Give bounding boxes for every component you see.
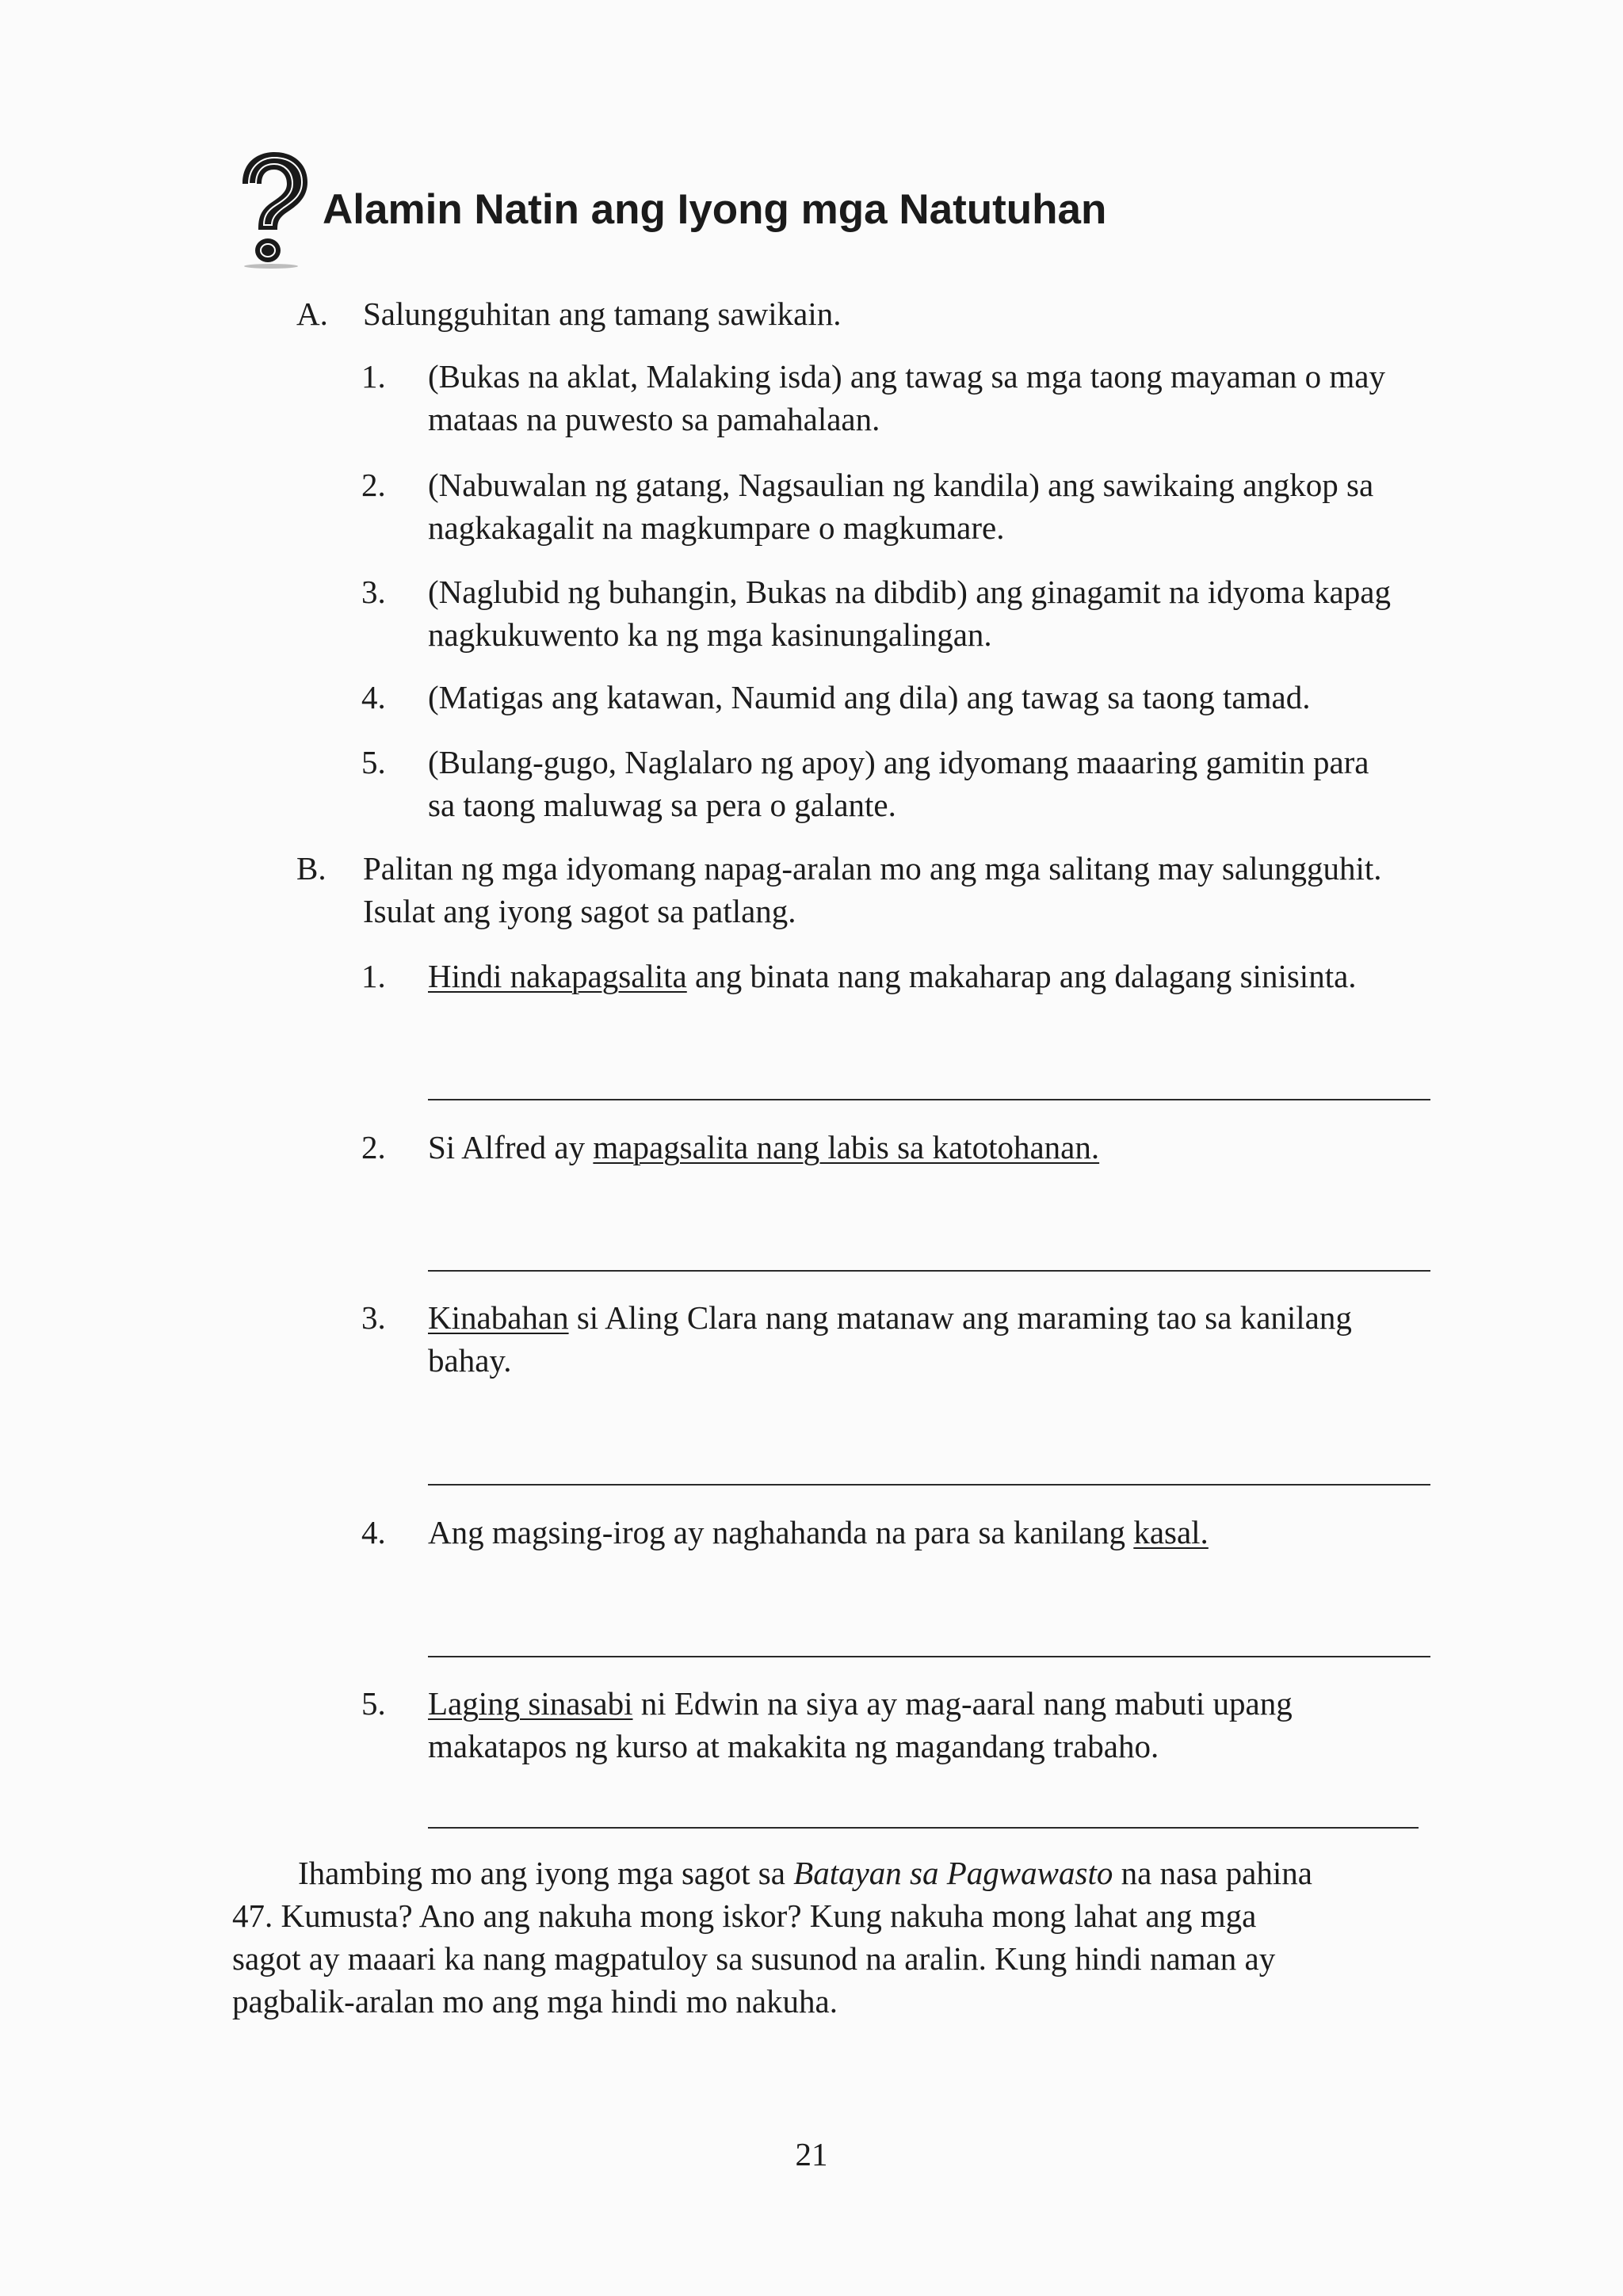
- underlined-phrase: kasal.: [1133, 1514, 1209, 1550]
- item-rest: ang binata nang makaharap ang dalagang sinisinta.: [686, 958, 1357, 994]
- a-item-text: (Nabuwalan ng gatang, Nagsaulian ng kandila) ang sawikaing angkop sa: [428, 467, 1374, 503]
- section-header: [231, 151, 1420, 269]
- page-number: 21: [795, 2136, 828, 2172]
- closing-paragraph-line: Ihambing mo ang iyong mga sagot sa Batayan sa Pagwawasto na nasa pahina: [298, 1855, 1312, 1891]
- item-before: Si Alfred ay: [428, 1129, 594, 1165]
- a-item-text: mataas na puwesto sa pamahalaan.: [428, 401, 880, 437]
- a-item-text: nagkukuwento ka ng mga kasinungalingan.: [428, 616, 992, 653]
- answer-blank-line[interactable]: [428, 1656, 1430, 1657]
- b-item-text: [428, 1682, 1293, 1725]
- underlined-phrase: Laging sinasabi: [428, 1685, 633, 1722]
- closing-paragraph-line: 47. Kumusta? Ano ang nakuha mong iskor? Kung nakuha mong lahat ang mga: [232, 1897, 1257, 1934]
- b-item-text: [428, 955, 1357, 997]
- underlined-phrase: Kinabahan: [428, 1299, 569, 1336]
- b-item-number: 4.: [361, 1514, 386, 1550]
- b-item-number: 2.: [361, 1129, 386, 1165]
- underlined-phrase: mapagsalita nang labis sa katotohanan.: [593, 1129, 1100, 1165]
- answer-blank-line[interactable]: [428, 1270, 1430, 1272]
- b-item-text: [428, 1126, 1099, 1169]
- closing-paragraph-line: pagbalik-aralan mo ang mga hindi mo nakuha.: [232, 1983, 838, 2019]
- page-title: Alamin Natin ang Iyong mga Natutuhan: [323, 186, 1107, 233]
- a-item-text: (Naglubid ng buhangin, Bukas na dibdib) ang ginagamit na idyoma kapag: [428, 574, 1391, 610]
- b-item-text: bahay.: [428, 1342, 512, 1379]
- b-item-text: [428, 1296, 1352, 1339]
- a-item-number: 4.: [361, 679, 386, 715]
- a-item-number: 2.: [361, 467, 386, 503]
- item-rest: si Aling Clara nang matanaw ang maraming tao sa kanilang: [568, 1299, 1352, 1336]
- section-b-instruction: Palitan ng mga idyomang napag-aralan mo ang mga salitang may salungguhit.: [363, 850, 1382, 887]
- b-item-number: 1.: [361, 958, 386, 994]
- section-a-letter: A.: [296, 296, 328, 332]
- a-item-text: nagkakagalit na magkumpare o magkumare.: [428, 509, 1005, 546]
- b-item-text: makatapos ng kurso at makakita ng magandang trabaho.: [428, 1728, 1159, 1764]
- a-item-number: 3.: [361, 574, 386, 610]
- question-mark-icon: [231, 151, 311, 269]
- section-b-instruction: Isulat ang iyong sagot sa patlang.: [363, 893, 796, 929]
- a-item-number: 1.: [361, 358, 386, 395]
- section-b-letter: B.: [296, 850, 327, 887]
- closing-paragraph-line: sagot ay maaari ka nang magpatuloy sa susunod na aralin. Kung hindi naman ay: [232, 1940, 1276, 1977]
- section-a-instruction: Salungguhitan ang tamang sawikain.: [363, 296, 842, 332]
- answer-blank-line[interactable]: [428, 1827, 1419, 1829]
- a-item-text: (Bulang-gugo, Naglalaro ng apoy) ang idyomang maaaring gamitin para: [428, 744, 1369, 780]
- item-before: Ang magsing-irog ay naghahanda na para sa kanilang: [428, 1514, 1134, 1550]
- b-item-number: 3.: [361, 1299, 386, 1336]
- a-item-number: 5.: [361, 744, 386, 780]
- item-rest: ni Edwin na siya ay mag-aaral nang mabuti upang: [632, 1685, 1293, 1722]
- a-item-text: (Matigas ang katawan, Naumid ang dila) ang tawag sa taong tamad.: [428, 679, 1311, 715]
- a-item-text: (Bukas na aklat, Malaking isda) ang tawag sa mga taong mayaman o may: [428, 358, 1385, 395]
- answer-blank-line[interactable]: [428, 1484, 1430, 1486]
- b-item-number: 5.: [361, 1685, 386, 1722]
- b-item-text: [428, 1511, 1209, 1554]
- answer-key-reference: Batayan sa Pagwawasto: [793, 1855, 1113, 1891]
- a-item-text: sa taong maluwag sa pera o galante.: [428, 787, 896, 823]
- underlined-phrase: Hindi nakapagsalita: [428, 958, 687, 994]
- answer-blank-line[interactable]: [428, 1099, 1430, 1100]
